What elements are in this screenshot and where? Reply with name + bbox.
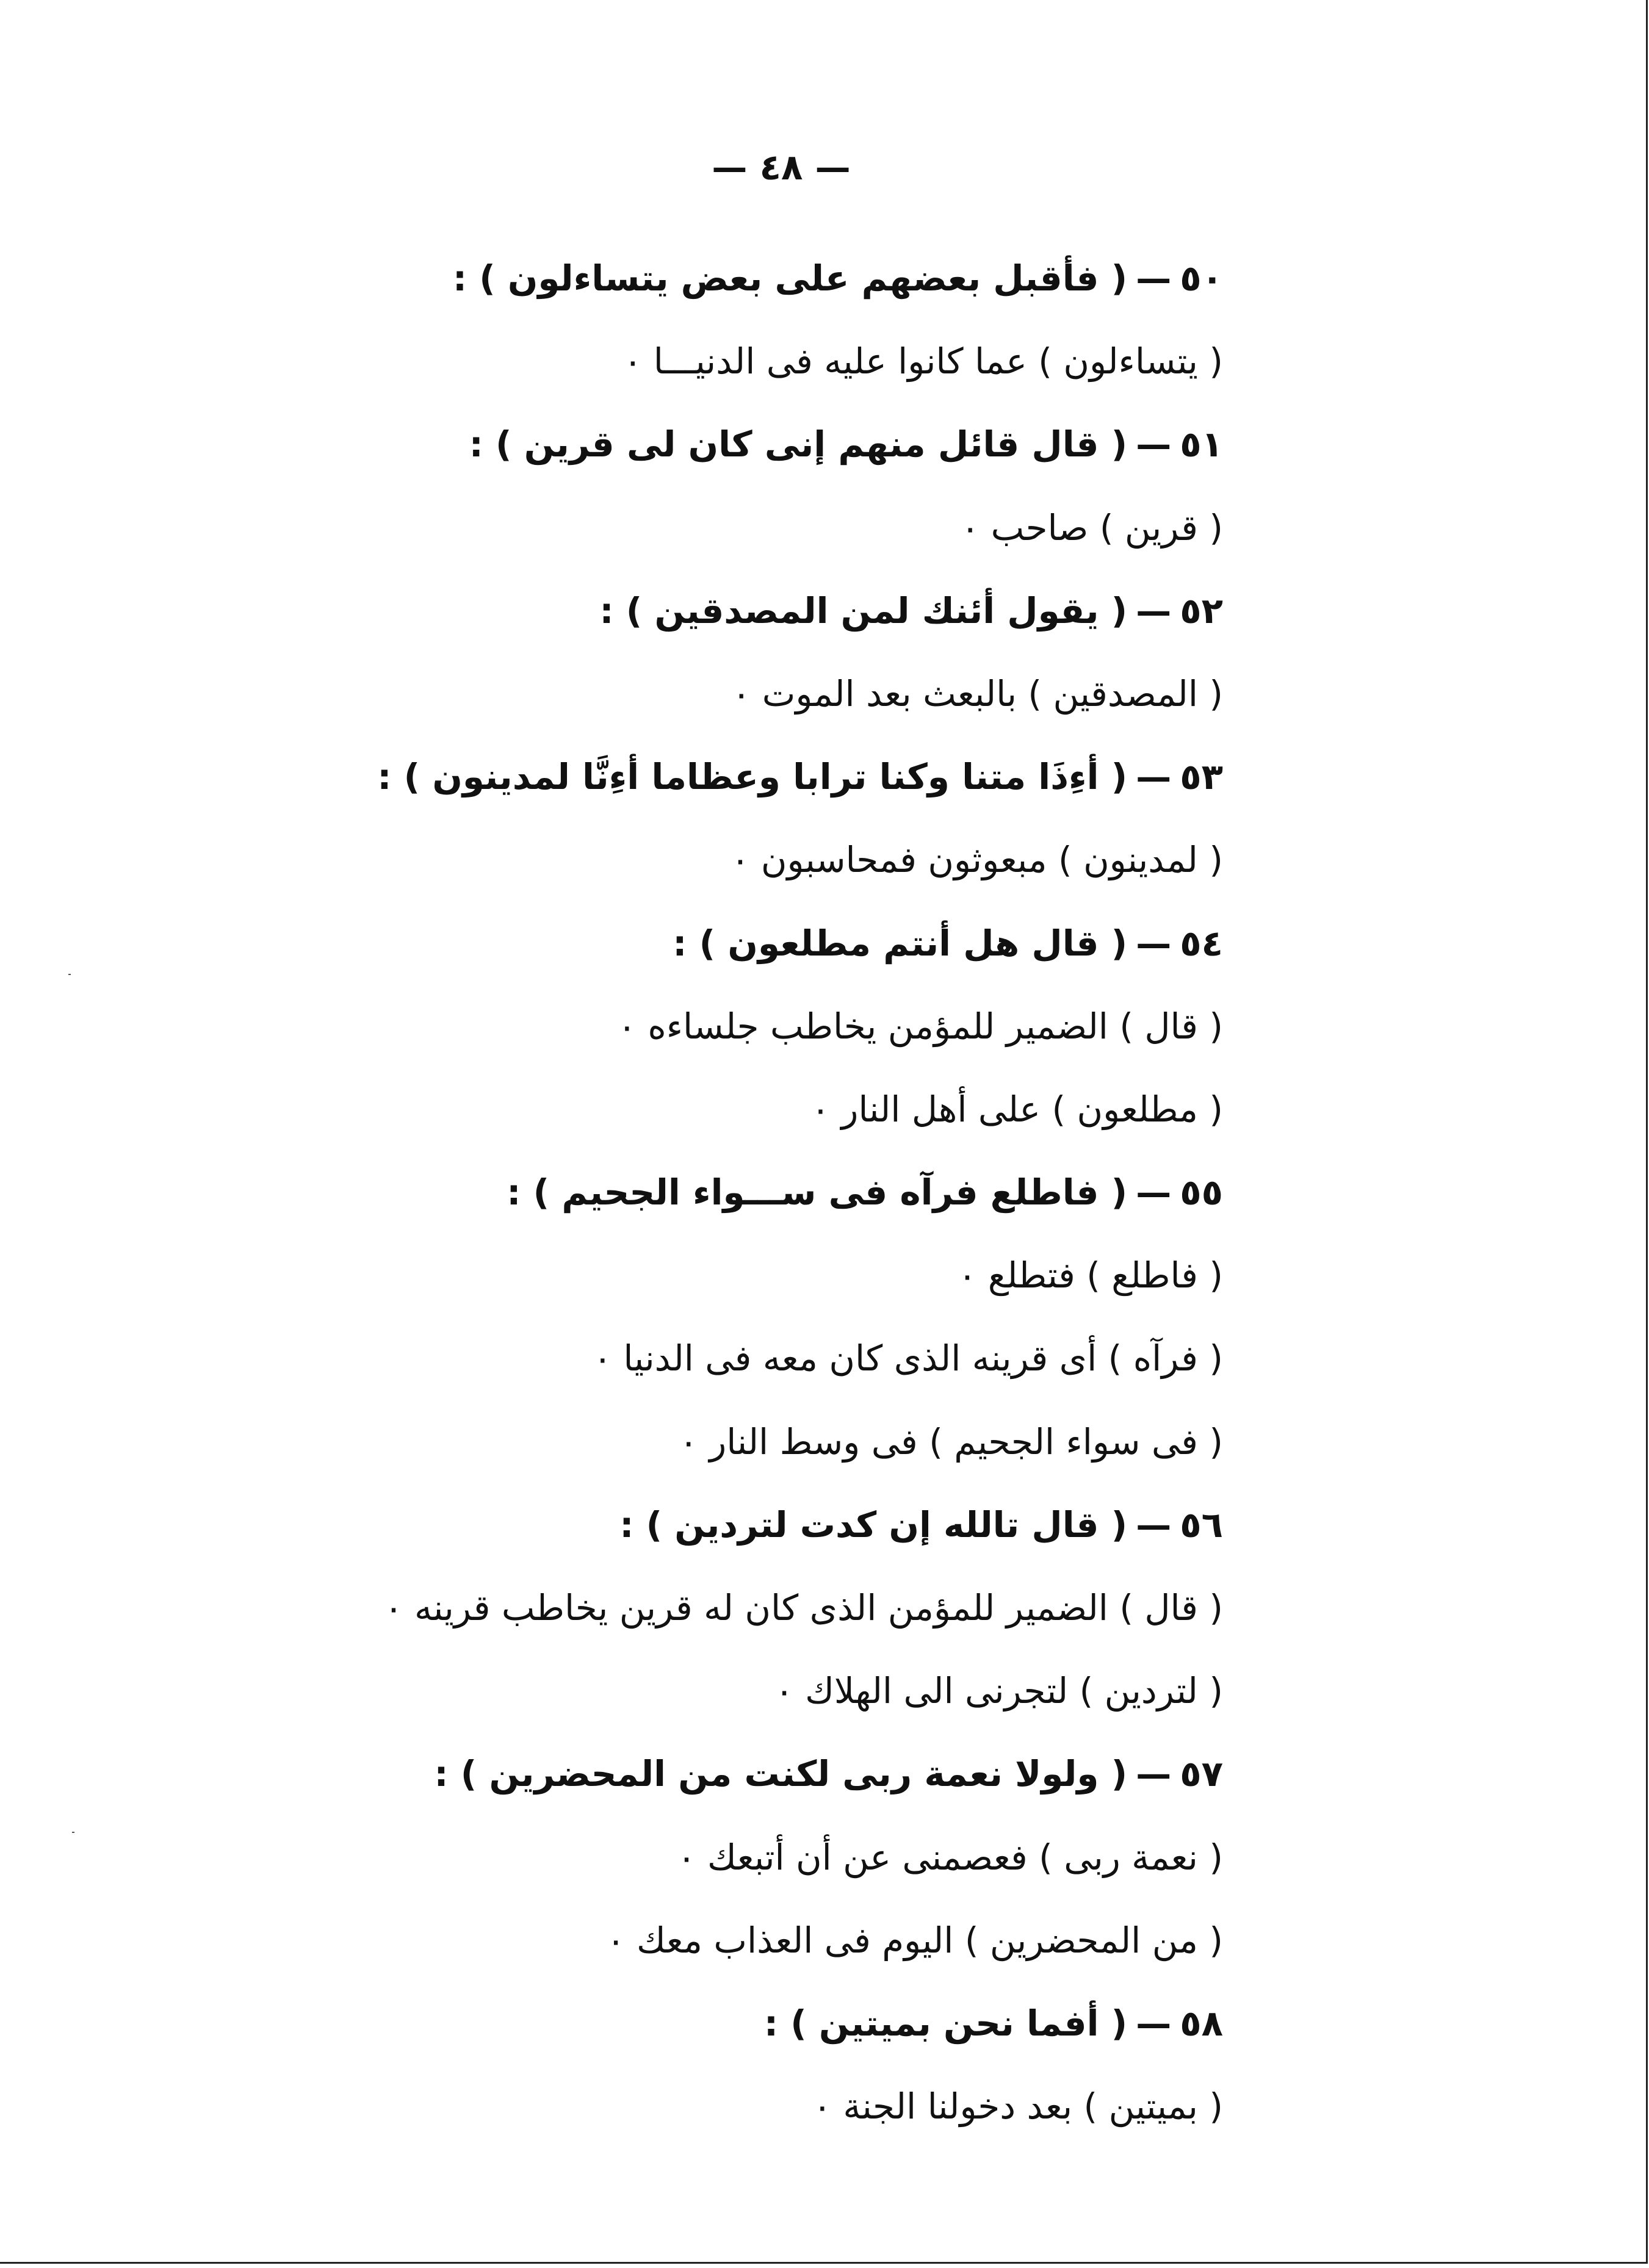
gloss-text: ( فرآه ) أى قرينه الذى كان معه فى الدنيا ٠ [593,1337,1223,1380]
verse-number: ٥٧ [1180,1753,1223,1795]
gloss-text: ( فاطلع ) فتطلع ٠ [958,1255,1223,1297]
gloss-line [63,486,1223,569]
gloss-text: ( قرين ) صاحب ٠ [961,506,1223,549]
gloss-line [63,1234,1223,1317]
verse-line [63,569,1223,652]
verse-dash: — [1136,1172,1172,1214]
verse-dash: — [1136,1503,1172,1546]
gloss-line [63,1068,1223,1151]
verse-dash: — [1136,589,1172,632]
verse-text: ( فأقبل بعضهم على بعض يتساءلون ) : [452,257,1128,299]
verse-text: ( أفما نحن بميتين ) : [763,2002,1128,2044]
scan-speck [72,1832,74,1833]
verse-line [63,237,1223,320]
gloss-line [63,1317,1223,1400]
gloss-line [63,652,1223,735]
verse-text: ( أءِذَا متنا وكنا ترابا وعظاما أءِنَّا لمدينون ) : [377,756,1128,798]
verse-dash: — [1136,756,1172,798]
gloss-line [63,985,1223,1068]
verse-dash: — [1136,1753,1172,1795]
gloss-text: ( قال ) الضمير للمؤمن يخاطب جلساءه ٠ [617,1005,1223,1047]
gloss-line [63,1899,1223,1982]
gloss-line [63,1649,1223,1732]
verse-line [63,902,1223,985]
gloss-text: ( يتساءلون ) عما كانوا عليه فى الدنيـــا ٠ [623,340,1223,383]
gloss-text: ( نعمة ربى ) فعصمنى عن أن أتبعك ٠ [677,1836,1223,1878]
verse-number: ٥٤ [1180,922,1223,964]
gloss-text: ( من المحضرين ) اليوم فى العذاب معك ٠ [606,1919,1223,1961]
verse-line [63,1151,1223,1234]
verse-line [63,735,1223,818]
verse-line [63,1483,1223,1566]
gloss-text: ( لتردين ) لتجرنى الى الهلاك ٠ [774,1670,1223,1712]
gloss-text: ( قال ) الضمير للمؤمن الذى كان له قرين يخاطب قرينه ٠ [384,1587,1223,1629]
commentary-body [63,237,1223,2148]
verse-line [63,403,1223,486]
gloss-line [63,320,1223,403]
scan-speck [68,974,71,975]
verse-text: ( قال قائل منهم إنى كان لى قرين ) : [469,423,1128,466]
gloss-line [63,1566,1223,1649]
verse-dash: — [1136,922,1172,964]
gloss-text: ( فى سواء الجحيم ) فى وسط النار ٠ [679,1420,1223,1463]
gloss-line [63,818,1223,901]
verse-dash: — [1136,2002,1172,2044]
verse-number: ٥٣ [1180,756,1223,798]
gloss-line [63,1400,1223,1483]
verse-dash: — [1136,423,1172,466]
gloss-line [63,1816,1223,1899]
gloss-text: ( المصدقين ) بالبعث بعد الموت ٠ [732,672,1223,715]
verse-number: ٥١ [1180,423,1223,466]
verse-text: ( قال هل أنتم مطلعون ) : [673,922,1128,964]
verse-number: ٥٠ [1180,257,1223,299]
gloss-text: ( مطلعون ) على أهل النار ٠ [810,1088,1223,1130]
verse-number: ٥٥ [1180,1172,1223,1214]
gloss-line [63,2065,1223,2148]
verse-text: ( ولولا نعمة ربى لكنت من المحضرين ) : [434,1753,1128,1795]
verse-line [63,1982,1223,2065]
page-number: — ٤٨ — [712,146,851,188]
verse-text: ( قال تالله إن كدت لتردين ) : [619,1503,1128,1546]
gloss-text: ( لمدينون ) مبعوثون فمحاسبون ٠ [731,839,1223,881]
verse-text: ( فاطلع فرآه فى ســـواء الجحيم ) : [507,1172,1128,1214]
verse-line [63,1732,1223,1815]
verse-text: ( يقول أئنك لمن المصدقين ) : [599,589,1128,632]
verse-number: ٥٨ [1180,2002,1223,2044]
verse-dash: — [1136,257,1172,299]
verse-number: ٥٦ [1180,1503,1223,1546]
verse-number: ٥٢ [1180,589,1223,632]
gloss-text: ( بميتين ) بعد دخولنا الجنة ٠ [812,2086,1223,2128]
